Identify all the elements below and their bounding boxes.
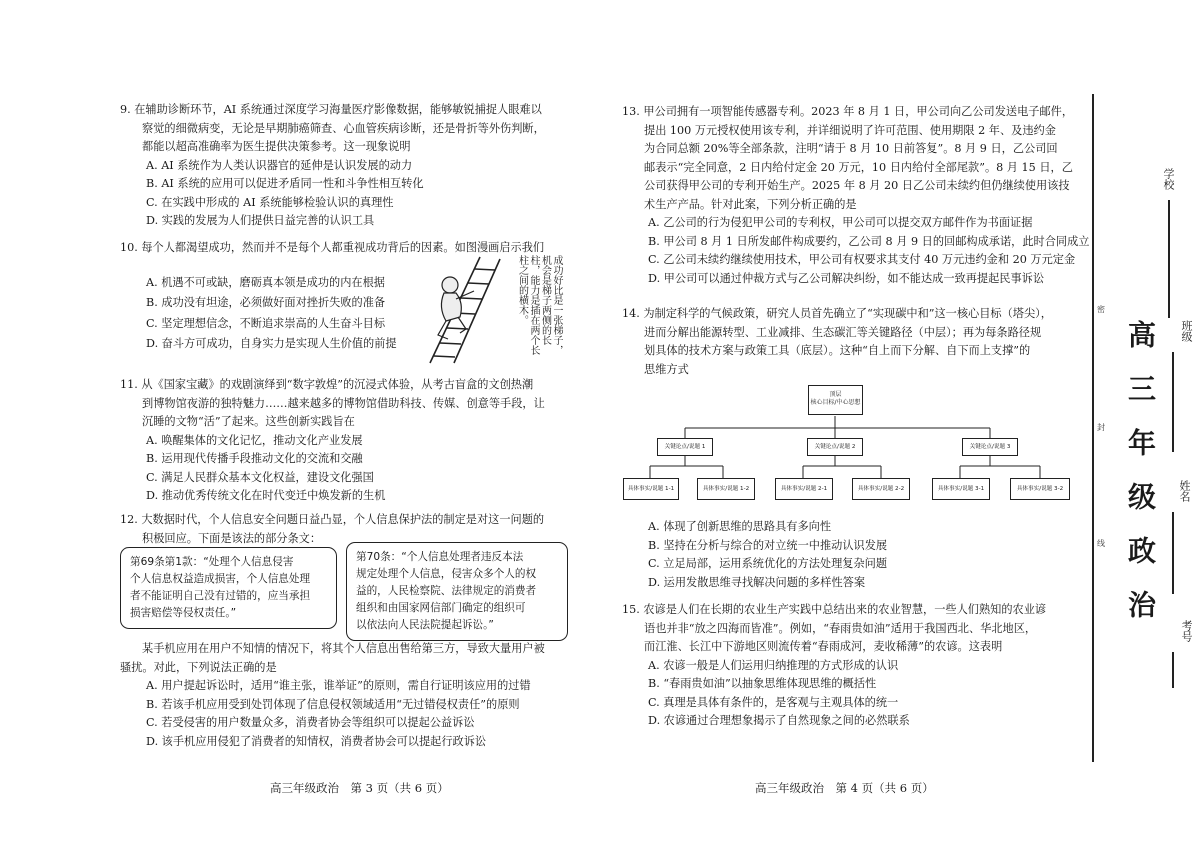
q13-line: 为合同总额 20%等全部条款，注明“请于 8 月 10 日前答复”。8 月 9 日，乙公司回 [644,142,1058,155]
q15-option-d: D. 农谚通过合理想象揭示了自然现象之间的必然联系 [648,714,910,727]
binding-line [1092,94,1094,762]
cartoon-caption: 成功好比是一张梯子，机会是梯子两侧的长柱，能力是插在两个长柱之间的横木。 [516,255,562,355]
page-footer-4: 高三年级政治 第 4 页（共 6 页） [755,781,934,795]
tree-leaf-node: 具体事实/说题 2-1 [775,478,833,500]
q14-line: 划具体的技术方案与政策工具（底层）。这种“自上而下分解、自下而上支撑”的 [644,344,1031,357]
seal-mark: 密 [1097,305,1105,314]
q13-option-a: A. 乙公司的行为侵犯甲公司的专利权，甲公司可以提交双方邮件作为书面证据 [648,216,1033,229]
q13-line: 13. 甲公司拥有一项智能传感器专利。2023 年 8 月 1 日，甲公司向乙公司发送电子邮件， [622,105,1074,118]
q14-line: 思维方式 [644,362,689,376]
question-14 [622,305,1052,379]
article-70-line: 益的，人民检察院、法律规定的消费者 [356,585,537,597]
q10-option-a: A. 机遇不可或缺，磨砺真本领是成功的内在根据 [146,275,385,289]
q11-option-a: A. 唤醒集体的文化记忆，推动文化产业发展 [146,433,363,447]
question-12-continued [120,640,545,751]
question-13 [622,103,1089,288]
q13-line: 术生产产品。针对此案，下列分析正确的是 [644,197,857,211]
q15-line: 而江淮、长江中下游地区则流传着“春雨成河，麦收稀薄”的农谚。这表明 [644,640,1003,653]
q15-line: 语也并非“放之四海而皆准”。例如，“春雨贵如油”适用于我国西北、华北地区， [644,621,1037,635]
q15-option-a: A. 农谚一般是人们运用归纳推理的方式形成的认识 [648,658,899,672]
q14-option-b: B. 坚持在分析与综合的对立统一中推动认识发展 [648,538,888,552]
q14-line: 进而分解出能源转型、工业减排、生态碳汇等关键路径（中层）；再为每条路径规 [644,325,1042,339]
tree-middle-node: 关键论点/说题 3 [962,438,1018,456]
field-label-name: 姓名 [1178,480,1191,502]
q13-option-d: D. 甲公司可以通过仲裁方式与乙公司解决纠纷，如不能达成一致再提起民事诉讼 [648,271,1045,285]
q10-option-c: C. 坚定理想信念，不断追求崇高的人生奋斗目标 [146,316,386,330]
field-underline-exam-id [1172,652,1174,688]
field-underline-school [1168,200,1170,318]
q9-option-a: A. AI 系统作为人类认识器官的延伸是认识发展的动力 [146,158,413,172]
article-69-box [120,547,337,629]
q9-option-d: D. 实践的发展为人们提供日益完善的认识工具 [146,214,375,227]
tree-leaf-node: 具体事实/说题 1-1 [623,478,679,500]
field-label-school: 学校 [1162,168,1175,190]
article-69-line: 损害赔偿等侵权责任。” [130,607,237,619]
q14-option-d: D. 运用发散思维寻找解决问题的多样性答案 [648,575,866,589]
q12-option-d: D. 该手机应用侵犯了消费者的知情权，消费者协会可以提起行政诉讼 [146,734,487,748]
tree-root-node: 顶层 核心目标/中心思想 [808,385,863,415]
q15-line: 15. 农谚是人们在长期的农业生产实践中总结出来的农业智慧，一些人们熟知的农业谚 [622,603,1047,616]
q12-line: 积极回应。下面是该法的部分条文： [142,531,322,545]
tree-middle-node: 关键论点/说题 1 [657,438,713,456]
question-9 [120,101,545,231]
q11-line: 沉睡的文物“活”了起来。这些创新实践旨在 [142,415,355,428]
q12-after-line: 骚扰。对此，下列说法正确的是 [120,660,277,674]
q13-option-b: B. 甲公司 8 月 1 日所发邮件构成要约，乙公司 8 月 9 日的回邮构成承诺，此时合同成立 [648,234,1090,248]
q11-line: 到博物馆夜游的独特魅力……越来越多的博物馆借助科技、传媒、创意等手段，让 [142,396,545,410]
q10-option-d: D. 奋斗方可成功，自身实力是实现人生价值的前提 [146,337,397,350]
tree-leaf-node: 具体事实/说题 3-2 [1010,478,1070,500]
q12-option-b: B. 若该手机应用受到处罚体现了信息侵权领域适用“无过错侵权责任”的原则 [146,697,520,711]
page-footer-3: 高三年级政治 第 3 页（共 6 页） [270,781,449,795]
q10-line: 10. 每个人都渴望成功，然而并不是每个人都重视成功背后的因素。如图漫画启示我们 [120,241,545,254]
tree-leaf-node: 具体事实/说题 2-2 [852,478,910,500]
q14-option-a: A. 体现了创新思维的思路具有多向性 [648,520,832,533]
field-label-exam-id: 考号 [1180,620,1193,642]
q12-after-line: 某手机应用在用户不知情的情况下，将其个人信息出售给第三方，导致大量用户被 [142,642,545,655]
article-70-line: 以依法向人民法院提起诉讼。” [356,619,494,631]
field-label-class: 班级 [1180,320,1193,342]
q14-line: 14. 为制定科学的气候政策，研究人员首先确立了“实现碳中和”这一核心目标（塔尖）， [622,307,1052,320]
q11-option-d: D. 推动优秀传统文化在时代变迁中焕发新的生机 [146,489,386,502]
q15-option-b: B. “春雨贵如油”以抽象思维体现思维的概括性 [648,677,877,690]
article-70-line: 组织和由国家网信部门确定的组织可 [356,602,526,614]
field-underline-class [1172,352,1174,452]
field-underline-name [1172,512,1174,594]
q9-line: 察觉的细微病变，无论是早期肺癌筛查、心血管疾病诊断，还是骨折等外伤判断， [142,121,545,135]
question-15 [622,601,1046,731]
q13-line: 提出 100 万元授权使用该专利，并详细说明了许可范围、使用期限 2 年、及违约金 [644,123,1056,137]
q15-option-c: C. 真理是具体有条件的，是客观与主观具体的统一 [648,695,899,709]
q9-option-c: C. 在实践中形成的 AI 系统能够检验认识的真理性 [146,195,394,209]
tree-leaf-node: 具体事实/说题 1-2 [697,478,755,500]
q12-line: 12. 大数据时代，个人信息安全问题日益凸显，个人信息保护法的制定是对这一问题的 [120,513,545,526]
q12-option-c: C. 若受侵害的用户数量众多，消费者协会等组织可以提起公益诉讼 [146,716,475,729]
q11-option-c: C. 满足人民群众基本文化权益，建设文化强国 [146,470,374,484]
question-14-options [622,518,887,592]
seal-mark: 线 [1097,539,1105,548]
article-70-line: 规定处理个人信息，侵害众多个人的权 [356,568,537,580]
tree-leaf-node: 具体事实/说题 3-1 [932,478,990,500]
article-69-line: 第69条第1款：“处理个人信息侵害 [130,556,294,568]
article-70-box [346,542,568,641]
q12-option-a: A. 用户提起诉讼时，适用“谁主张，谁举证”的原则，需自行证明该应用的过错 [146,679,531,692]
exam-title-vertical: 高三年级政治 [1124,320,1157,644]
article-69-line: 者不能证明自己没有过错的，应当承担 [130,590,311,602]
q9-line: 9. 在辅助诊断环节，AI 系统通过深度学习海量医疗影像数据，能够敏锐捕捉人眼难以 [120,103,542,116]
q13-line: 邮表示“完全同意，2 日内给付定金 20 万元，10 日内给付全部尾款”。8 月 15 日，乙 [644,160,1073,174]
tree-middle-node: 关键论点/说题 2 [807,438,863,456]
q11-option-b: B. 运用现代传播手段推动文化的交流和交融 [146,452,363,465]
q13-option-c: C. 乙公司未续约继续使用技术，甲公司有权要求其支付 40 万元违约金和 20 万元定金 [648,253,1076,266]
q13-line: 公司获得甲公司的专利开始生产。2025 年 8 月 20 日乙公司未续约但仍继续使用该技 [644,179,1070,192]
article-69-line: 个人信息权益造成损害，个人信息处理 [130,573,311,585]
q11-line: 11. 从《国家宝藏》的戏剧演绎到“数字敦煌”的沉浸式体验，从考古盲盒的文创热潮 [120,378,534,391]
article-70-line: 第70条：“个人信息处理者违反本法 [356,551,524,563]
question-11 [120,376,545,506]
seal-mark: 封 [1097,423,1105,432]
q9-option-b: B. AI 系统的应用可以促进矛盾同一性和斗争性相互转化 [146,177,424,190]
q14-option-c: C. 立足局部，运用系统优化的方法处理复杂问题 [648,557,888,570]
q9-line: 都能以超高准确率为医生提供决策参考。这一现象说明 [142,140,411,153]
q10-option-b: B. 成功没有坦途，必须做好面对挫折失败的准备 [146,296,386,309]
